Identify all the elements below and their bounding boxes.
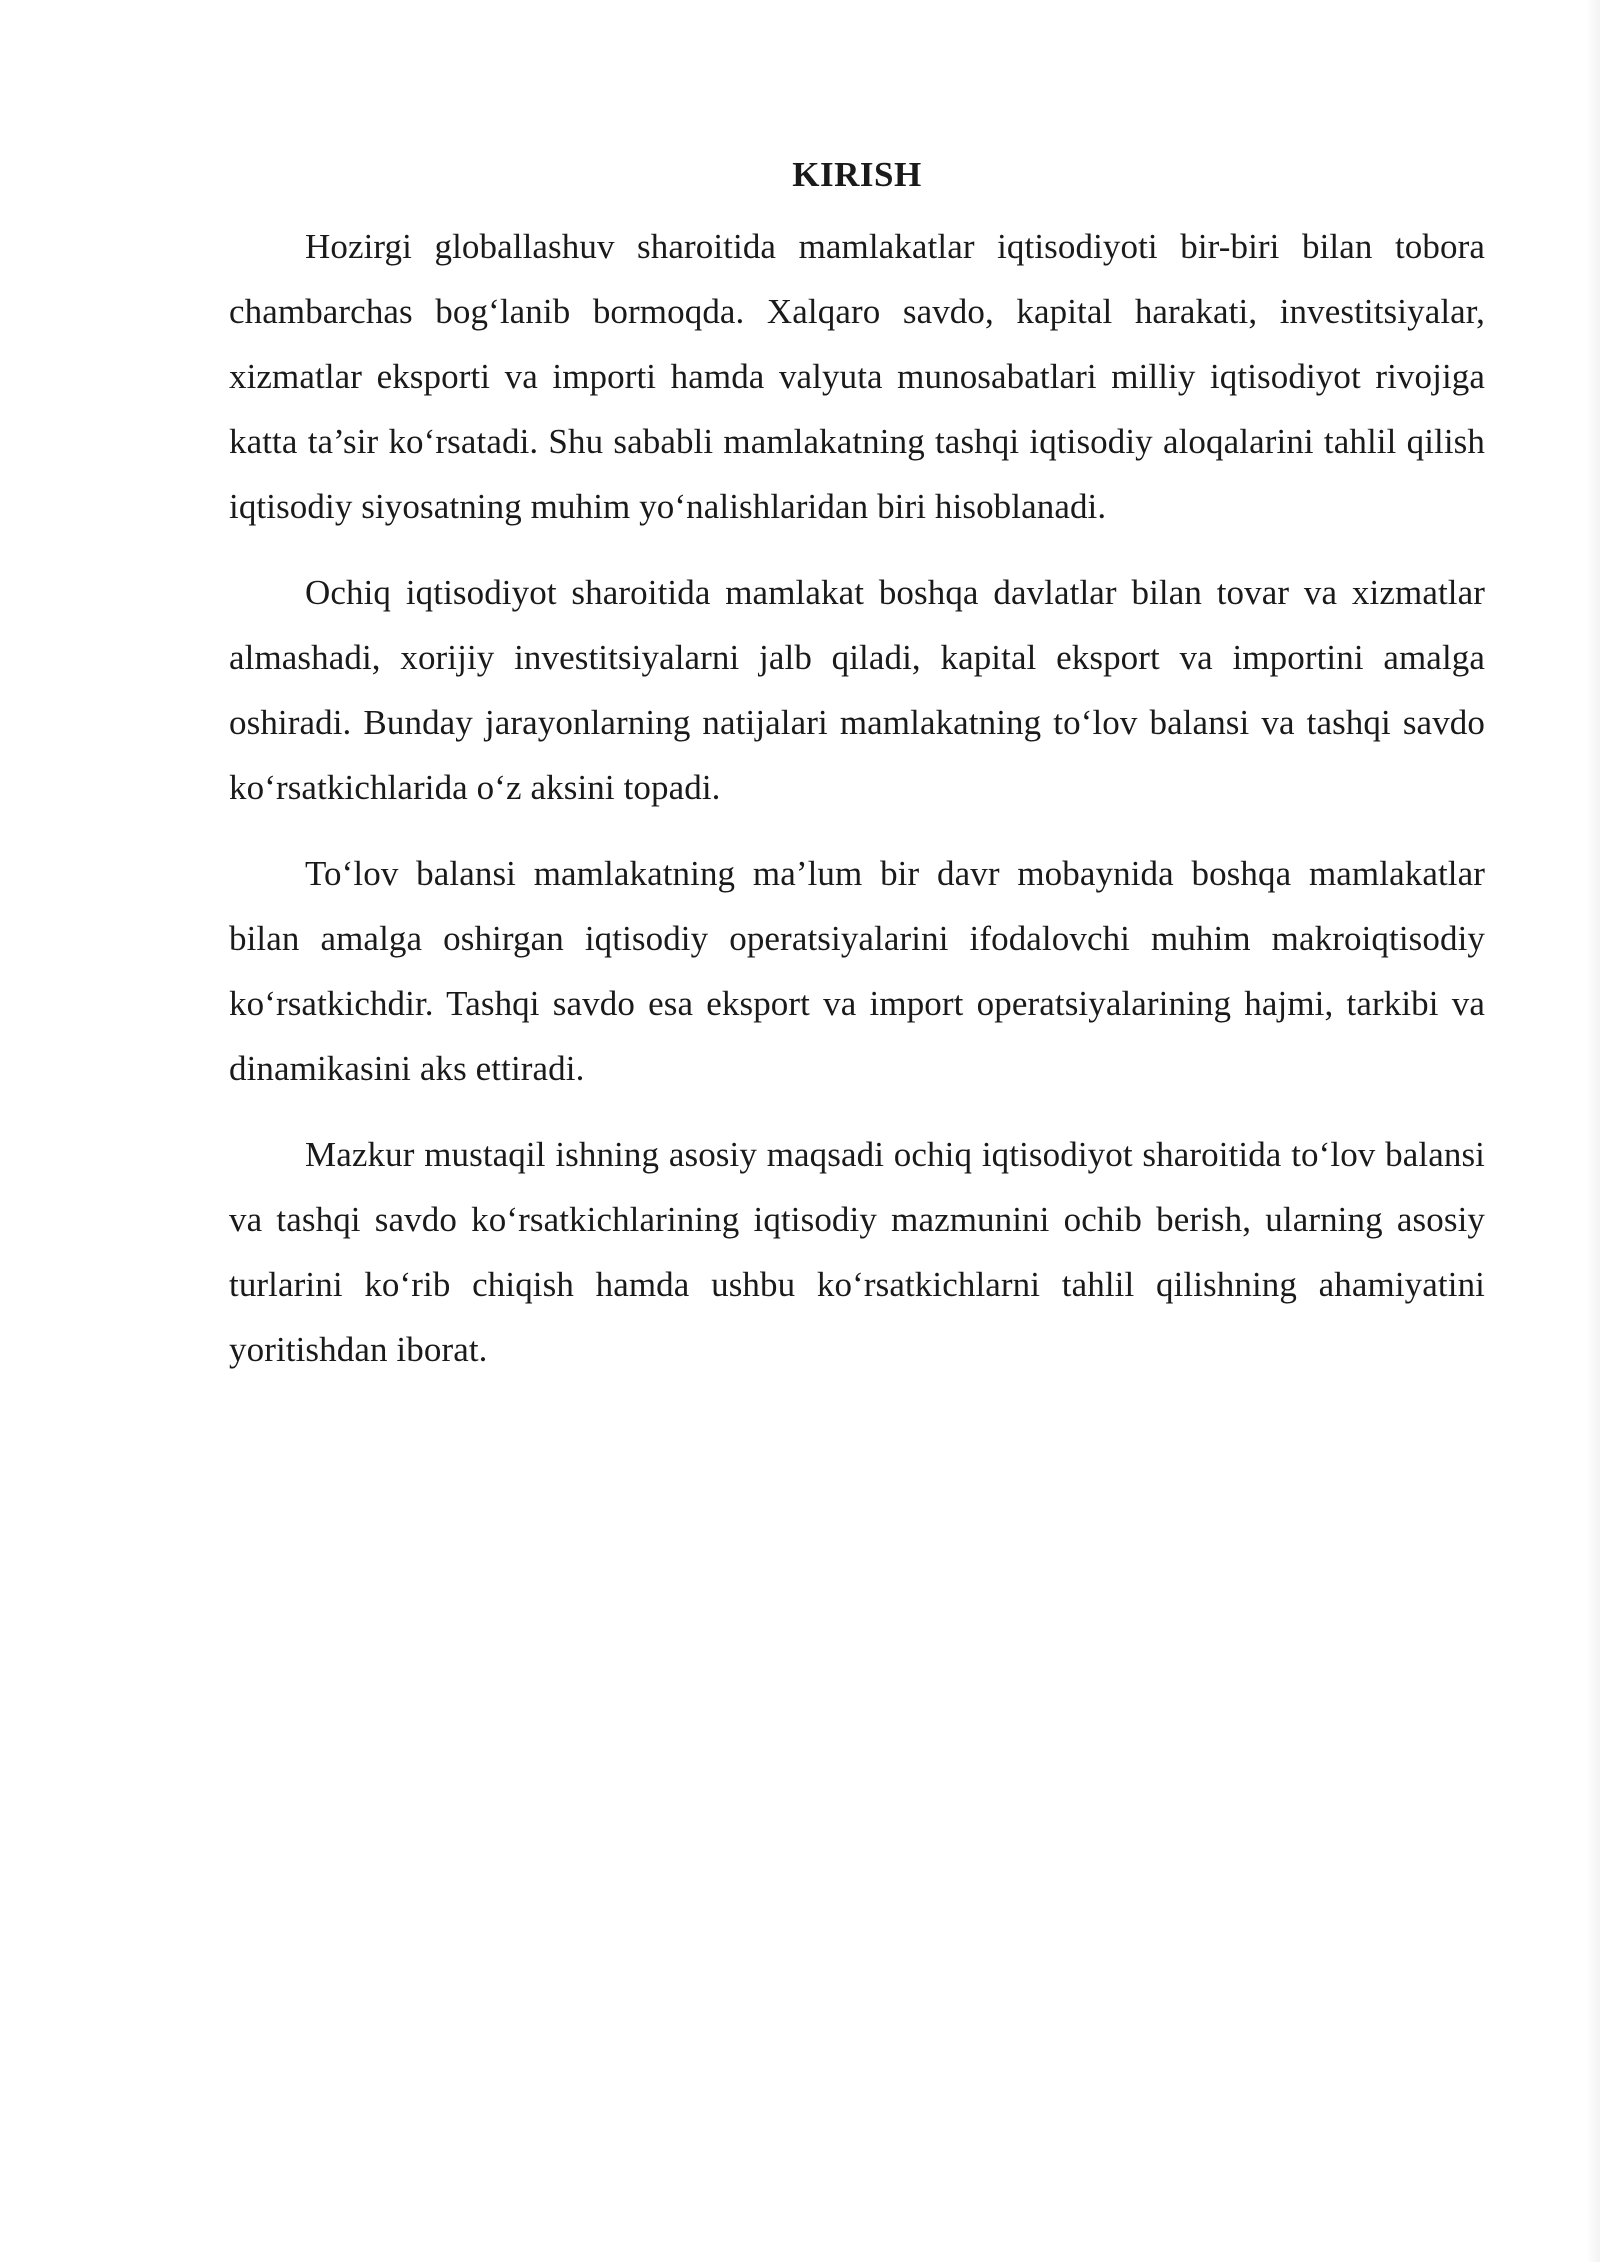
paragraph-3: To‘lov balansi mamlakatning ma’lum bir davr mobaynida boshqa mamlakatlar bilan amalga oshirgan iqtisodiy operatsiyalarini ifodalovchi muhim makroiqtisodiy ko‘rsatkichdir. Tashqi savdo esa eksport va import operatsiyalarining hajmi, tarkibi va dinamikasini aks ettiradi. [229,854,1485,1088]
page-edge-shadow [1586,0,1600,2262]
paragraph-4: Mazkur mustaqil ishning asosiy maqsadi ochiq iqtisodiyot sharoitida to‘lov balansi va tashqi savdo ko‘rsatkichlarining iqtisodiy mazmunini ochib berish, ularning asosiy turlarini ko‘rib chiqish hamda ushbu ko‘rsatkichlarni tahlil qilishning ahamiyatini yoritishdan iborat. [229,1135,1485,1369]
paragraph-2: Ochiq iqtisodiyot sharoitida mamlakat boshqa davlatlar bilan tovar va xizmatlar almashadi, xorijiy investitsiyalarni jalb qiladi, kapital eksport va importini amalga oshiradi. Bunday jarayonlarning natijalari mamlakatning to‘lov balansi va tashqi savdo ko‘rsatkichlarida o‘z aksini topadi. [229,573,1485,807]
document-body [229,146,1485,1403]
section-heading: KIRISH [792,155,922,194]
paragraph-1: Hozirgi globallashuv sharoitida mamlakatlar iqtisodiyoti bir-biri bilan tobora chambarchas bog‘lanib bormoqda. Xalqaro savdo, kapital harakati, investitsiyalar, xizmatlar eksporti va importi hamda valyuta munosabatlari milliy iqtisodiyot rivojiga katta ta’sir ko‘rsatadi. Shu sababli mamlakatning tashqi iqtisodiy aloqalarini tahlil qilish iqtisodiy siyosatning muhim yo‘nalishlaridan biri hisoblanadi. [229,227,1485,526]
